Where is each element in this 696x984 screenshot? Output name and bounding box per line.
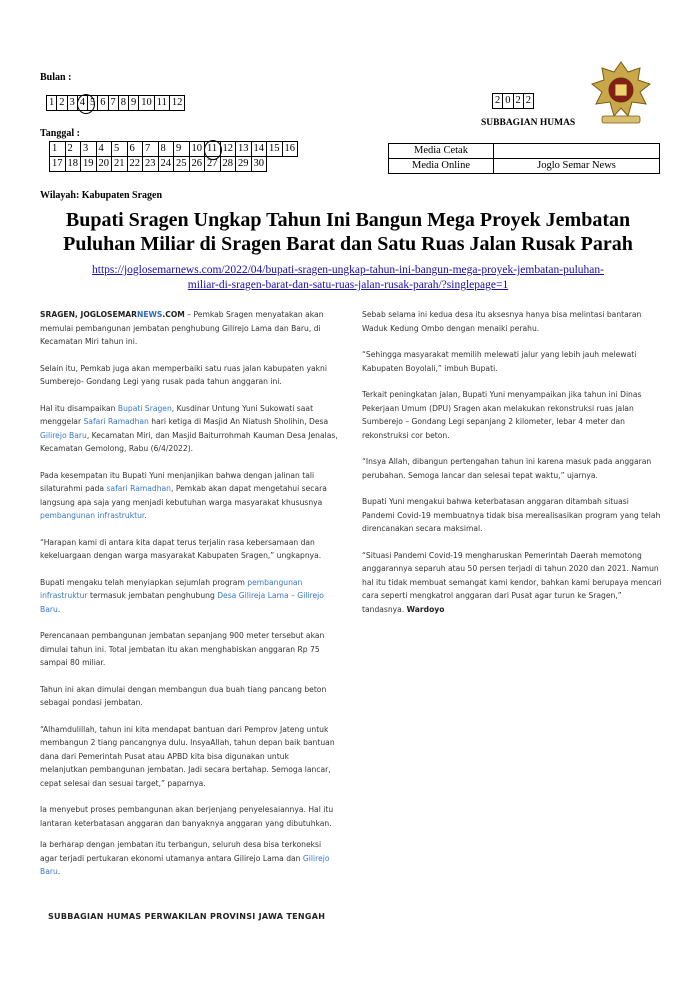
month-cell — [129, 96, 139, 111]
paragraph: Sebab selama ini kedua desa itu aksesnya hanya bisa melintasi bantaran Waduk Kedung Ombo dengan menaiki perahu. — [362, 310, 642, 333]
month-cell-value: 10 — [141, 97, 152, 108]
tanggal-label: Tanggal : — [40, 128, 80, 139]
media-type: Media Online — [389, 159, 494, 174]
month-cell-value: 9 — [131, 97, 137, 108]
month-cell — [77, 96, 87, 111]
garuda-emblem — [588, 58, 654, 128]
text: Bupati mengaku telah menyiapkan sejumlah program — [40, 577, 248, 587]
year-digit-value: 2 — [525, 95, 531, 106]
day-cell — [112, 142, 128, 157]
article-right-column — [362, 308, 662, 629]
month-cell — [108, 96, 118, 111]
day-cell-value: 1 — [52, 143, 58, 154]
month-cell-value: 6 — [100, 97, 106, 108]
media-table — [388, 143, 660, 174]
text: Hal itu disampaikan — [40, 403, 118, 413]
day-cell-value: 6 — [129, 143, 135, 154]
day-cell — [143, 142, 159, 157]
month-cell-value: 2 — [59, 97, 65, 108]
day-cell-value: 30 — [253, 158, 264, 169]
day-cell-value: 4 — [98, 143, 104, 154]
paragraph: Tahun ini akan dimulai dengan membangun dua buah tiang pancang beton sebagai pondasi jembatan. — [40, 684, 327, 707]
author: Wardoyo — [406, 604, 445, 614]
day-cell-value: 2 — [67, 143, 73, 154]
paragraph — [40, 308, 338, 349]
day-cell — [251, 157, 267, 172]
text: . — [57, 604, 61, 614]
day-cell — [267, 142, 283, 157]
day-cell — [189, 142, 205, 157]
month-cell-value: 12 — [171, 97, 183, 108]
month-cell — [169, 96, 185, 111]
day-cell — [96, 157, 112, 172]
day-cell-value: 14 — [253, 143, 264, 154]
month-cell-value: 4 — [79, 97, 85, 108]
day-cell-value: 7 — [145, 143, 151, 154]
media-type: Media Cetak — [389, 144, 494, 159]
paragraph: Ia menyebut proses pembangunan akan berjenjang penyelesaiannya. Hal itu lantaran keterbatasan anggaran dan banyaknya anggaran yang dibutuhkan. — [40, 805, 334, 828]
month-cell-value: 3 — [69, 97, 75, 108]
month-cell-value: 5 — [90, 97, 96, 108]
paragraph: Bupati Yuni mengakui bahwa keterbatasan anggaran ditambah situasi Pandemi Covid-19 membuatnya tidak bisa merealisasikan program yang telah direncanakan secara maksimal. — [362, 497, 661, 533]
year-digit — [513, 94, 523, 109]
paragraph: Terkait peningkatan jalan, Bupati Yuni menyampaikan jika tahun ini Dinas Pekerjaan Umum (DPU) Sragen akan melakukan rekonstruksi ruas jalan Sumberejo – Gondang Legi sepanjang 2 kilometer, lebar 4 meter dan rekonstruksi cor beton. — [362, 390, 642, 440]
text: “Situasi Pandemi Covid-19 mengharuskan Pemerintah Daerah memotong anggarannya separuh atau 50 persen terjadi di tahun 2020 dan 2021. Namun hal itu tidak membuat semangat kami kendor, bahkan kami berupaya mencari cara seperti mengkatrol anggaran dari Pusat agar turun ke Sragen,” tandasnya. — [362, 550, 662, 614]
day-cell — [65, 157, 81, 172]
day-cell-value: 13 — [238, 143, 249, 154]
paragraph: Selain itu, Pemkab juga akan memperbaiki satu ruas jalan kabupaten yakni Sumberejo- Gondang Legi yang rusak pada tahun anggaran ini. — [40, 363, 327, 386]
day-cell-value: 9 — [176, 143, 182, 154]
url-line[interactable]: miliar-di-sragen-barat-dan-satu-ruas-jalan-rusak-parah/?singlepage=1 — [187, 279, 509, 291]
year-digit-value: 0 — [505, 95, 511, 106]
day-cell — [174, 157, 190, 172]
paragraph: Perencanaan pembangunan jembatan sepanjang 900 meter tersebut akan dimulai tahun ini. Total jembatan itu akan menghabiskan anggaran Rp 75 sampai 80 miliar. — [40, 631, 325, 667]
text: , Pemkab akan dapat mengetahui secara langsung apa saja yang menjadi kebutuhan warga masyarakat khususnya — [40, 484, 327, 507]
month-cell — [57, 96, 67, 111]
month-cell-value: 7 — [110, 97, 116, 108]
day-cell-value: 22 — [129, 158, 140, 169]
text: , Kecamatan Miri, dan Masjid Baiturrohmah Kauman Desa Jenalas, Kecamatan Gemolong, Rabu (6/4/2022). — [40, 430, 338, 453]
month-cell-value: 11 — [156, 97, 167, 108]
day-cell — [127, 142, 143, 157]
link-pembangunan-infrastruktur[interactable]: pembangunan infrastruktur — [40, 577, 303, 600]
media-row — [389, 144, 660, 159]
link-pembangunan-infrastruktur[interactable]: pembangunan infrastruktur — [40, 511, 145, 520]
paragraph — [362, 549, 662, 617]
brand-com: .COM — [162, 310, 185, 319]
paragraph: “Alhamdulillah, tahun ini kita mendapat bantuan dari Pemprov Jateng untuk membangun 2 tiang pancangnya dulu. InsyaAllah, tahun depan baik bantuan dana dari Pemerintah Pusat atau APBD kita bisa digunakan untuk melanjutkan pembangunan jembatan. Jadi secara bertahap. Semoga lancar, cepat selesai dan sesuai target,” paparnya. — [40, 724, 335, 788]
day-cell — [127, 157, 143, 172]
brand-news: NEWS — [136, 310, 163, 319]
month-cell — [154, 96, 169, 111]
day-cell-value: 19 — [83, 158, 94, 169]
brand-joglosemar: JOGLOSEMAR — [80, 310, 137, 319]
media-value: Joglo Semar News — [494, 159, 660, 174]
day-cell-value: 3 — [83, 143, 89, 154]
day-cell — [96, 142, 112, 157]
month-cell-value: 1 — [49, 97, 55, 108]
media-row — [389, 159, 660, 174]
day-cell — [236, 157, 252, 172]
article-left-column — [40, 308, 338, 892]
day-cell — [205, 142, 221, 157]
month-cell — [139, 96, 155, 111]
year-digit — [523, 94, 533, 109]
dept-label: SUBBAGIAN HUMAS — [481, 118, 576, 128]
day-cell — [220, 142, 236, 157]
day-cell-value: 21 — [114, 158, 125, 169]
year-digit — [503, 94, 513, 109]
paragraph: “Insya Allah, dibangun pertengahan tahun ini karena masuk pada anggaran perubahan. Semoga lancar dan selesai tepat waktu,” ujarnya. — [362, 457, 652, 480]
day-cell-value: 27 — [207, 158, 218, 169]
title-line: Bupati Sragen Ungkap Tahun Ini Bangun Mega Proyek Jembatan — [65, 209, 631, 231]
day-cell-value: 16 — [284, 143, 295, 154]
day-grid — [49, 141, 298, 172]
day-cell-value: 18 — [67, 158, 78, 169]
day-cell-value: 8 — [160, 143, 166, 154]
footer-office: SUBBAGIAN HUMAS PERWAKILAN PROVINSI JAWA TENGAH — [48, 912, 326, 921]
day-cell — [50, 142, 66, 157]
day-cell — [112, 157, 128, 172]
year-digit-value: 2 — [515, 95, 521, 106]
link-gilirejo-baru[interactable]: Gilirejo Baru — [40, 430, 87, 440]
year-digit — [493, 94, 503, 109]
link-bupati-sragen[interactable]: Bupati Sragen — [117, 403, 172, 413]
paragraph — [40, 838, 338, 879]
day-cell-value: 12 — [222, 143, 233, 154]
month-cell — [98, 96, 108, 111]
day-cell-value: 28 — [222, 158, 233, 169]
day-cell — [143, 157, 159, 172]
link-gilirejo-baru[interactable]: Gilirejo Baru — [40, 853, 330, 876]
text: . — [144, 511, 147, 520]
month-cell — [67, 96, 77, 111]
month-grid — [46, 95, 185, 111]
bulan-label: Bulan : — [40, 72, 72, 83]
paragraph — [40, 469, 338, 523]
day-cell — [81, 157, 97, 172]
wilayah-label: Wilayah: Kabupaten Sragen — [40, 190, 163, 201]
day-cell-value: 20 — [98, 158, 109, 169]
day-cell-value: 29 — [238, 158, 249, 169]
link-safari-ramadhan[interactable]: Safari Ramadhan — [83, 417, 149, 426]
link-desa-gilirejo[interactable]: Desa Gilireja Lama – Gilirejo Baru — [40, 591, 324, 614]
day-cell — [65, 142, 81, 157]
day-cell — [158, 157, 174, 172]
year-digit-value: 2 — [495, 95, 501, 106]
day-cell — [50, 157, 66, 172]
day-cell-value: 25 — [176, 158, 187, 169]
day-cell-value: 24 — [160, 158, 171, 169]
paragraph: “Harapan kami di antara kita dapat terus terjalin rasa kebersamaan dan kekeluargaan dengan warga masyarakat Kabupaten Sragen,” ungkapnya. — [40, 537, 322, 560]
month-cell-value: 8 — [120, 97, 126, 108]
day-cell-value: 15 — [269, 143, 280, 154]
day-cell-value: 23 — [145, 158, 156, 169]
day-cell-value: 5 — [114, 143, 120, 154]
day-cell — [158, 142, 174, 157]
media-value — [494, 144, 660, 159]
month-cell — [47, 96, 57, 111]
text: Pada kesempatan itu Bupati Yuni menjanjikan bahwa dengan jalinan tali silaturahmi pada — [40, 470, 315, 493]
article-title — [20, 208, 676, 256]
text: hari ketiga di Masjid An Niatush Sholihin, Desa — [148, 417, 329, 426]
dateline-city: SRAGEN, — [40, 310, 81, 319]
title-line: Puluhan Miliar di Sragen Barat dan Satu Ruas Jalan Rusak Parah — [63, 233, 633, 255]
month-cell — [118, 96, 128, 111]
day-cell-value: 10 — [191, 143, 202, 154]
day-cell-value: 26 — [191, 158, 202, 169]
text: termasuk jembatan penghubung — [87, 591, 218, 600]
article-url[interactable] — [20, 263, 676, 293]
paragraph — [40, 576, 338, 617]
day-cell — [236, 142, 252, 157]
day-cell — [81, 142, 97, 157]
day-cell-value: 17 — [52, 158, 63, 169]
day-cell — [282, 142, 298, 157]
paragraph — [40, 402, 338, 456]
paragraph: “Sehingga masyarakat memilih melewati jalur yang lebih jauh melewati Kabupaten Boyolali,” imbuh Bupati. — [362, 350, 637, 373]
text: , Kusdinar Untung Yuni Sukowati saat menggelar — [40, 403, 314, 426]
url-line[interactable]: https://joglosemarnews.com/2022/04/bupati-sragen-ungkap-tahun-ini-bangun-mega-proyek-jembatan-puluhan- — [92, 264, 604, 276]
day-cell-value: 11 — [207, 143, 218, 154]
paragraph-text: – Pemkab Sragen menyatakan akan memulai pembangunan jembatan penghubung Gilirejo Lama dan Baru, di Kecamatan Miri tahun ini. — [40, 310, 324, 346]
day-cell — [189, 157, 205, 172]
day-cell — [220, 157, 236, 172]
year-grid — [492, 93, 534, 109]
text: . — [57, 867, 61, 876]
day-cell — [251, 142, 267, 157]
day-cell — [174, 142, 190, 157]
link-safari-ramadhan[interactable]: safari Ramadhan — [106, 484, 171, 493]
text: Ia berharap dengan jembatan itu terbangun, seluruh desa bisa terkoneksi agar terjadi pertukaran ekonomi utamanya antara Gilirejo Lama dan — [40, 840, 322, 863]
